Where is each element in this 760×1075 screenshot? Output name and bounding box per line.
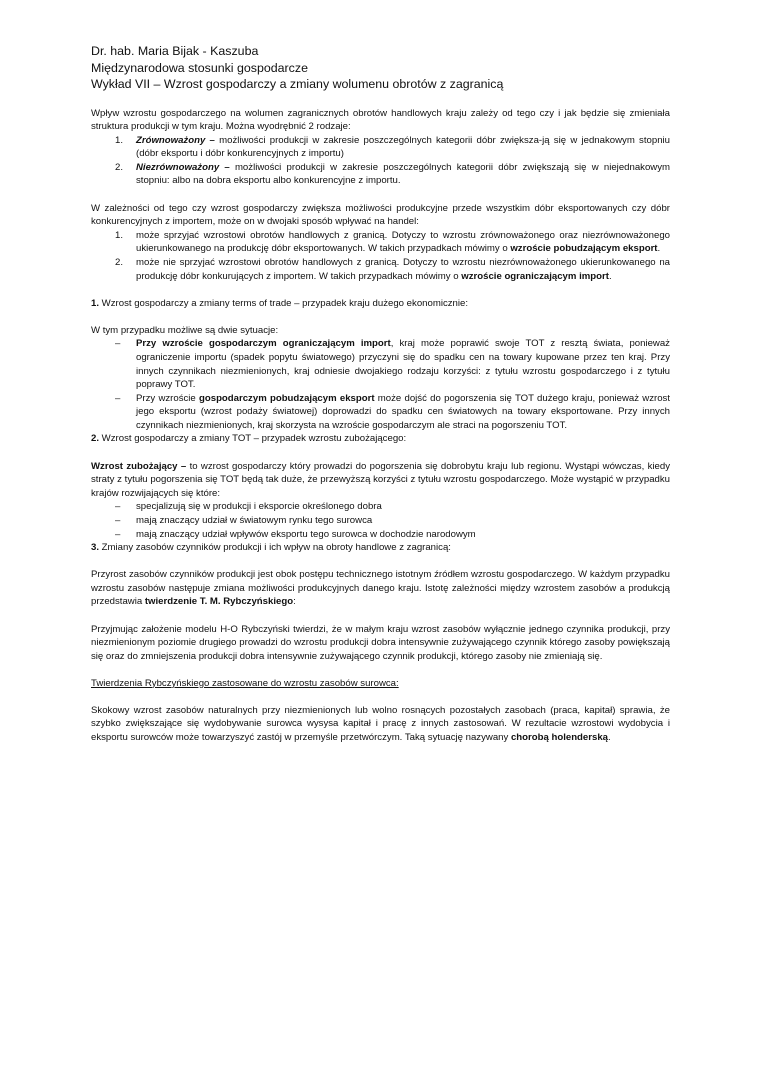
paragraph-text: Przyrost zasobów czynników produkcji jest obok postępu technicznego istotnym źródłem wzrostu gospodarczego. W każdym przypadku wzrostu zasobów następuje zmiana możliwości produkcyjnych danego kraju. Istotę zależności między wzrostem zasobów a produkcją przedstawia [91,569,670,608]
list-item [91,134,670,161]
list-item-text: , kraj może poprawić swoje TOT z resztą świata, ponieważ ograniczenie importu (spadek popytu światowego) przyczyni się do spadku cen na towary kupowane przez ten kraj. Przy innych czynnikach niezmienionych, kraj odniesie dwojakiego rodzaju korzyści: z tytułu wzrostu gospodarczego i z tytułu poprawy TOT. [136,338,670,391]
dash-bullet: – [115,338,121,350]
bold-term: Wzrost zubożający – [91,460,187,472]
section-heading-factor-endowments [91,541,670,555]
list-number: 1. [115,134,124,146]
trade-impact-list [91,229,670,283]
paragraph-immiserizing-definition [91,460,670,501]
situations-list [91,337,670,432]
section-heading-text: Wzrost gospodarczy a zmiany terms of trade – przypadek kraju dużego ekonomicznie: [99,297,469,309]
paragraph-text: Skokowy wzrost zasobów naturalnych przy niezmienionych lub wolno rosnących pozostałych zasobach (praca, kapitał) sprawia, że szybko zwiększające się wydobywanie surowca wysysa kapitał i pracę z innych zastosowań. W rezultacie wzrostowi wydobycia i eksportu surowców może towarzyszyć zastój w przemyśle przetwórczym. Taką sytuację nazywany [91,704,670,744]
list-item-text: możliwości produkcji w zakresie poszczególnych kategorii dóbr zwiększa-ją się w jednakowym stopniu (dóbr eksportu i dóbr konkurencyjnych z importu) [136,134,670,160]
paragraph-text: to wzrost gospodarczy który prowadzi do pogorszenia się dobrobytu kraju lub regionu. Wystąpi wówczas, kiedy straty z tytułu pogorszenia się TOT będą tak duże, że przewyższą korzyści z tytułu wzrostu gospodarczego. Może wystąpić w przypadku krajów rozwijających się które: [91,460,671,499]
list-item-pre: Przy wzroście [136,392,200,404]
section-heading-immiserizing-growth [91,432,670,446]
term-unbalanced: Niezrównoważony – [136,161,230,173]
list-number: 2. [115,161,124,173]
list-item [91,514,670,528]
dash-bullet: – [115,392,121,404]
course-line: Międzynarodowa stosunki gospodarcze [91,60,308,75]
paragraph-end: : [293,596,296,608]
paragraph-dutch-disease [91,704,670,745]
section-number: 2. [91,433,100,445]
bold-term: gospodarczym pobudzającym eksport [199,392,375,404]
paragraph-rybczynski-theorem: Przyjmując założenie modelu H-O Rybczyński twierdzi, że w małym kraju wzrost zasobów wyłącznie jednego czynnika produkcji, przy niezmienionym poziomie drugiego prowadzi do wzrostu produkcji dobra intensywnie zużywającego czynnik którego zasoby powiększają się oraz do zmniejszenia produkcji dobra intensywnie zużywającego czynnik produkcji, którego zasoby nie zmieniają się. [91,623,670,662]
dash-bullet: – [115,514,121,526]
term-balanced: Zrównoważony – [136,134,215,146]
list-item-text: może nie sprzyjać wzrostowi obrotów handlowych z granicą. Dotyczy to wzrostu niezrównoważonego ukierunkowanego na produkcję dóbr konkurujących z importem. W takich przypadkach mówimy o [136,256,670,282]
list-item-text: możliwości produkcji w zakresie poszczególnych kategorii dóbr zwiększają się w niejednakowym stopniu: albo na dobra eksportu albo konkurencyjne z importu. [136,161,671,187]
author-line: Dr. hab. Maria Bijak - Kaszuba [91,44,259,58]
list-item [91,161,670,188]
list-item-end: . [608,270,612,282]
section-number: 3. [91,542,100,554]
section-heading-text: Zmiany zasobów czynników produkcji i ich wpływ na obroty handlowe z zagranicą: [99,542,451,554]
section-number: 1. [91,297,100,309]
list-item-text: może sprzyjać wzrostowi obrotów handlowych z granicą. Dotyczy to wzrostu zrównoważonego oraz niezrównoważonego ukierunkowanego na produkcję dóbr eksportowanych. W takich przypadkach mówimy o [136,229,670,255]
list-item-end: . [657,243,661,255]
paragraph-factor-growth [91,568,670,609]
list-item [91,528,670,542]
list-item-text: mają znaczący udział wpływów eksportu tego surowca w dochodzie narodowym [136,528,476,540]
section-heading-tot-large-country [91,297,670,311]
paragraph-growth-types-intro: Wpływ wzrostu gospodarczego na wolumen zagranicznych obrotów handlowych kraju zależy od tego czy i jak będzie się zmieniała struktura produkcji w tym kraju. Można wyodrębnić 2 rodzaje: [91,107,670,133]
document-header [91,43,670,93]
growth-types-list [91,134,670,188]
list-item [91,256,670,283]
list-number: 2. [115,256,124,268]
list-number: 1. [115,229,124,241]
list-item-text: mają znaczący udział w światowym rynku tego surowca [136,514,373,526]
bold-term: wzroście pobudzającym eksport [510,243,658,255]
bold-term: wzroście ograniczającym import [461,270,609,282]
paragraph-two-situations: W tym przypadku możliwe są dwie sytuacje: [91,324,279,336]
list-item [91,337,670,391]
dash-bullet: – [115,528,121,540]
list-item-text: specjalizują się w produkcji i eksporcie określonego dobra [136,501,382,513]
bold-term: Przy wzroście gospodarczym ograniczającym import [136,338,391,350]
developing-countries-list [91,500,670,541]
underlined-heading: Twierdzenia Rybczyńskiego zastosowane do wzrostu zasobów surowca: [91,677,399,689]
dash-bullet: – [115,501,121,513]
list-item-text: może dojść do pogorszenia się TOT dużego kraju, ponieważ wzrost jego eksportu (wzrost podaży światowej) doprowadzi do spadku cen światowych na towary eksportowane. Przy innych czynnikach niezmienionych, kraj skorzysta na wzroście gospodarczym ale straci na pogorszeniu TOT. [136,392,670,431]
lecture-title: Wykład VII – Wzrost gospodarczy a zmiany wolumenu obrotów z zagranicą [91,77,504,91]
paragraph-end: . [608,732,611,744]
paragraph-trade-impact-intro: W zależności od tego czy wzrost gospodarczy zwiększa możliwości produkcyjne przede wszystkim dóbr eksportowanych czy dóbr konkurencyjnych z importem, może on w dwojaki sposób wpływać na handel: [91,202,670,228]
list-item [91,500,670,514]
list-item [91,392,670,433]
paragraph-rybczynski-raw-materials-heading [91,677,670,691]
bold-term: twierdzenie T. M. Rybczyńskiego [144,596,294,608]
list-item [91,229,670,256]
section-heading-text: Wzrost gospodarczy a zmiany TOT – przypadek wzrostu zubożającego: [99,433,407,445]
bold-term: chorobą holenderską [510,732,608,744]
